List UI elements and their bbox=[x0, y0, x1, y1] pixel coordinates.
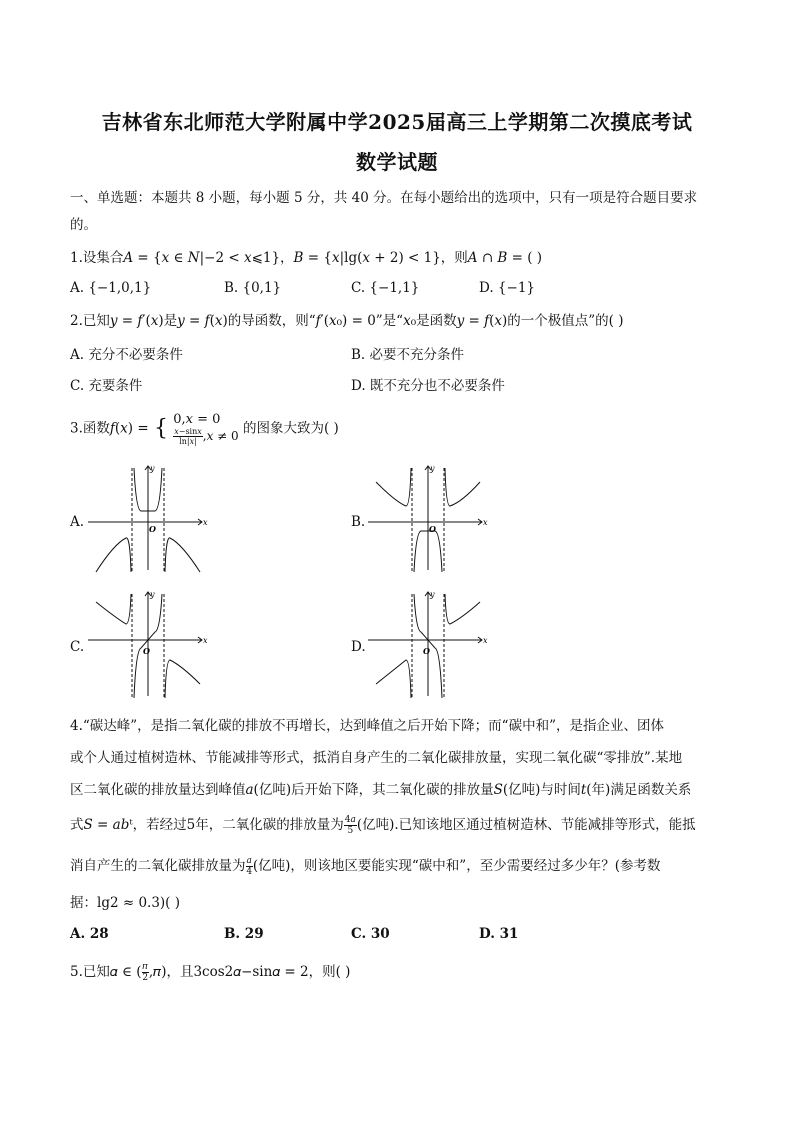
axis-y-label: y bbox=[430, 590, 435, 599]
question-3-graph-a bbox=[86, 462, 210, 574]
question-3-option-a: A. bbox=[70, 514, 85, 530]
question-5-stem-a: 5.已知𝛼 ∈ ( bbox=[70, 964, 142, 980]
question-1-stem: 1.设集合𝐴 = {𝑥 ∈ 𝑁|−2 < 𝑥⩽1}，𝐵 = {𝑥|lg(𝑥 + 2) < 1}，则𝐴 ∩ 𝐵 = ( ) bbox=[70, 250, 543, 266]
question-1-option-c: C. {−1,1} bbox=[351, 280, 420, 296]
section-intro-line2: 的。 bbox=[70, 217, 97, 233]
question-3-case1: 0,𝑥 = 0 bbox=[173, 412, 221, 427]
question-4-line3: 区二氧化碳的排放量达到峰值𝑎(亿吨)后开始下降，其二氧化碳的排放量𝑆(亿吨)与时间𝑡(年)满足函数关系 bbox=[70, 782, 692, 798]
section-intro-line1: 一、单选题：本题共 8 小题，每小题 5 分，共 40 分。在每小题给出的选项中，只有一项是符合题目要求 bbox=[70, 190, 698, 206]
origin-label: O bbox=[429, 524, 436, 534]
question-4-option-d: D. 31 bbox=[479, 926, 519, 942]
question-4-option-c: C. 30 bbox=[351, 926, 390, 942]
question-4-line5 bbox=[70, 856, 660, 877]
question-1-option-d: D. {−1} bbox=[479, 280, 536, 296]
axis-x-label: x bbox=[203, 518, 208, 527]
left-brace-icon: { bbox=[153, 416, 168, 441]
question-5-stem-b: ,𝜋)，且3cos2𝛼−sin𝛼 = 2，则( ) bbox=[148, 964, 351, 980]
axis-x-label: x bbox=[483, 636, 488, 645]
question-2-option-a: A. 充分不必要条件 bbox=[70, 347, 183, 363]
question-5-frac-denominator: 2 bbox=[142, 973, 149, 983]
question-4-line5-b: (亿吨)，则该地区要能实现“碳中和”，至少需要经过多少年？(参考数 bbox=[252, 858, 661, 874]
question-4-option-a: A. 28 bbox=[70, 926, 109, 942]
question-4-line5-a: 消自产生的二氧化碳排放量为 bbox=[70, 858, 246, 874]
question-3-case2-denominator: ln|𝑥| bbox=[179, 437, 197, 446]
paper-title-line1: 吉林省东北师范大学附属中学2025届高三上学期第二次摸底考试 bbox=[101, 110, 693, 134]
origin-label: O bbox=[423, 646, 430, 656]
question-3-option-c: C. bbox=[70, 639, 85, 655]
axis-y-label: y bbox=[150, 590, 155, 599]
question-4-line4-a: 式𝑆 = 𝑎𝑏ᵗ，若经过5年，二氧化碳的排放量为 bbox=[70, 817, 344, 833]
question-2-option-c: C. 充要条件 bbox=[70, 378, 143, 394]
question-3-graph-b bbox=[366, 462, 490, 574]
question-5-stem bbox=[70, 962, 350, 983]
axis-x-label: x bbox=[483, 518, 488, 527]
question-4-frac2-denominator: 4 bbox=[246, 867, 253, 877]
question-4-option-b: B. 29 bbox=[224, 926, 264, 942]
question-4-line2: 或个人通过植树造林、节能减排等形式，抵消自身产生的二氧化碳排放量，实现二氧化碳“零排放”.某地 bbox=[70, 750, 683, 766]
question-3-case2-tail: ,𝑥 ≠ 0 bbox=[202, 429, 239, 443]
paper-title-line2: 数学试题 bbox=[356, 150, 438, 174]
question-4-frac1-denominator: 5 bbox=[347, 826, 354, 836]
question-1-option-a: A. {−1,0,1} bbox=[70, 280, 152, 296]
question-4-line6: 据：lg2 ≈ 0.3)( ) bbox=[70, 895, 181, 911]
question-3-graph-c bbox=[86, 588, 210, 700]
question-3-graph-d bbox=[366, 588, 490, 700]
question-3-stem bbox=[70, 412, 339, 446]
question-3-option-d: D. bbox=[351, 639, 366, 655]
question-4-line4-b: (亿吨).已知该地区通过植树造林、节能减排等形式，能抵 bbox=[356, 817, 696, 833]
question-5-frac-numerator: 𝜋 bbox=[142, 962, 148, 972]
question-3-case2-numerator: 𝑥−sin𝑥 bbox=[174, 427, 202, 436]
question-3-option-b: B. bbox=[351, 514, 366, 530]
question-4-line1: 4.“碳达峰”，是指二氧化碳的排放不再增长，达到峰值之后开始下降；而“碳中和”，是指企业、团体 bbox=[70, 718, 664, 734]
question-4-frac2-numerator: 𝑎 bbox=[246, 856, 252, 866]
question-4-frac1-numerator: 4𝑎 bbox=[344, 815, 356, 825]
question-4-line4 bbox=[70, 815, 696, 836]
origin-label: O bbox=[149, 524, 156, 534]
origin-label: O bbox=[143, 646, 150, 656]
axis-x-label: x bbox=[203, 636, 208, 645]
question-2-stem: 2.已知𝑦 = 𝑓′(𝑥)是𝑦 = 𝑓(𝑥)的导函数，则“𝑓′(𝑥₀) = 0”是“𝑥₀是函数𝑦 = 𝑓(𝑥)的一个极值点”的( ) bbox=[70, 313, 624, 329]
question-3-stem-prefix: 3.函数𝑓(𝑥) = bbox=[70, 420, 149, 437]
question-1-option-b: B. {0,1} bbox=[224, 280, 282, 296]
question-3-stem-suffix: 的图象大致为( ) bbox=[242, 420, 339, 437]
axis-y-label: y bbox=[150, 464, 155, 473]
axis-y-label: y bbox=[430, 464, 435, 473]
question-2-option-d: D. 既不充分也不必要条件 bbox=[351, 378, 505, 394]
question-2-option-b: B. 必要不充分条件 bbox=[351, 347, 465, 363]
